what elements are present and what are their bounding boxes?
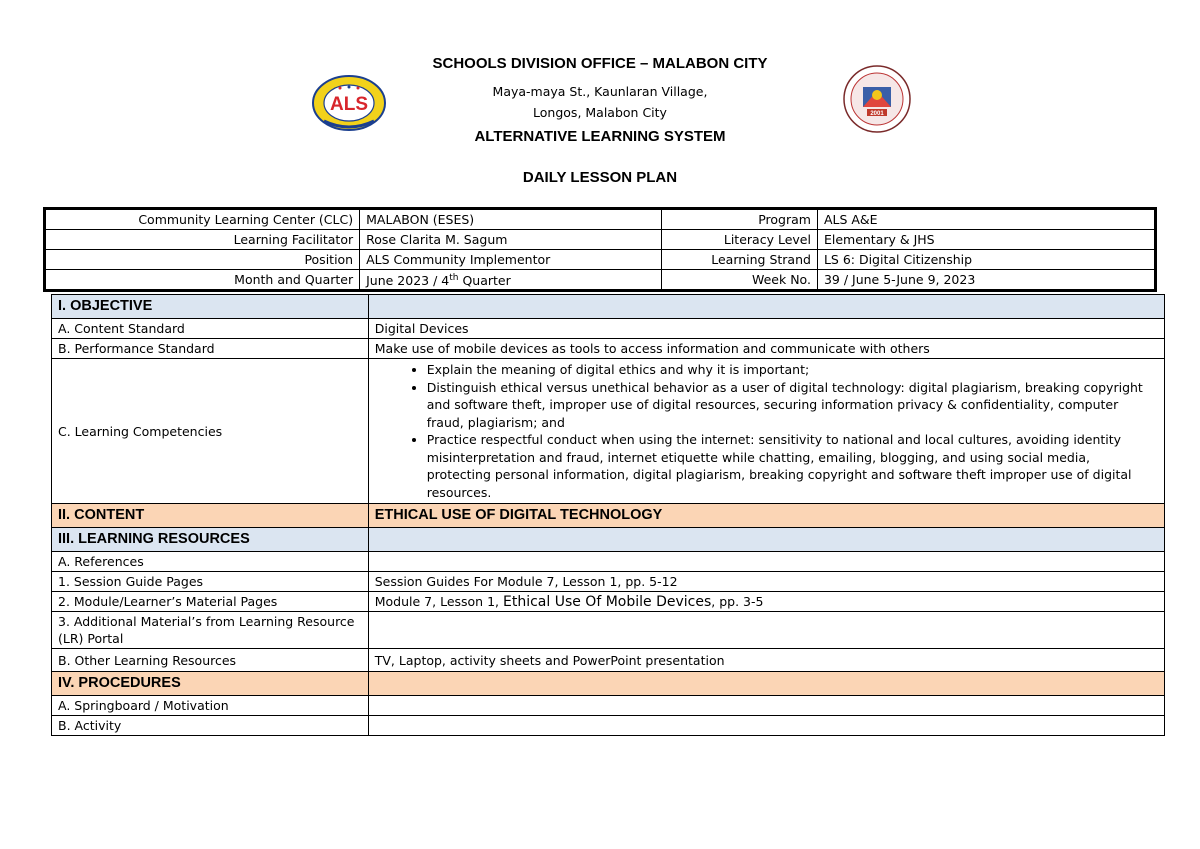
info-row <box>45 230 1156 250</box>
list-item: • Practice respectful conduct when using the internet: sensitivity to national and local cultures, avoiding identity misinterpretation and fraud, internet etiquette while chatting, emailing, blogging, and using social media, protecting personal information, digital plagiarism, breaking copyright and software theft improper use of digital resources. <box>427 431 1158 501</box>
program-label: Program <box>662 209 818 230</box>
competencies-list-cell <box>368 359 1164 504</box>
office-title: SCHOOLS DIVISION OFFICE – MALABON CITY <box>432 55 768 72</box>
table-row <box>52 339 1165 359</box>
procedures-title: IV. PROCEDURES <box>52 672 369 696</box>
als-logo-text: ALS <box>330 94 368 115</box>
resources-title: III. LEARNING RESOURCES <box>52 528 369 552</box>
competencies-row <box>52 359 1165 504</box>
table-row <box>52 612 1165 649</box>
module-value-post: , pp. 3-5 <box>711 593 764 609</box>
literacy-value: Elementary & JHS <box>817 230 1155 250</box>
info-row <box>45 270 1156 291</box>
clc-value: MALABON (ESES) <box>360 209 662 230</box>
module-value-pre: Module 7, Lesson 1, <box>374 593 503 609</box>
table-row <box>52 592 1165 612</box>
strand-label: Learning Strand <box>662 250 818 270</box>
position-value: ALS Community Implementor <box>360 250 662 270</box>
table-row <box>52 649 1165 672</box>
clc-label: Community Learning Center (CLC) <box>45 209 360 230</box>
procedures-header-blank <box>368 672 1164 696</box>
program-value: ALS A&E <box>817 209 1155 230</box>
facilitator-value: Rose Clarita M. Sagum <box>360 230 662 250</box>
content-standard-value: Digital Devices <box>368 319 1164 339</box>
competencies-list <box>375 361 1158 501</box>
additional-material-value <box>368 612 1164 649</box>
month-value <box>360 270 662 291</box>
sdo-seal-icon <box>843 65 911 133</box>
month-value-sup: th <box>449 273 459 283</box>
resources-header-blank <box>368 528 1164 552</box>
list-item: • Distinguish ethical versus unethical behavior as a user of digital technology: digital plagiarism, breaking copyright and software theft, improper use of digital resources, securing information privacy & confidentiality, computer fraud, plagiarism; and <box>427 379 1158 432</box>
objective-header-row <box>52 295 1165 319</box>
module-label: 2. Module/Learner’s Material Pages <box>52 592 369 612</box>
document-title: DAILY LESSON PLAN <box>522 169 678 186</box>
address-line-1: Maya-maya St., Kaunlaran Village, <box>492 84 708 99</box>
objective-title: I. OBJECTIVE <box>52 295 369 319</box>
content-value: ETHICAL USE OF DIGITAL TECHNOLOGY <box>368 504 1164 528</box>
objective-header-blank <box>368 295 1164 319</box>
week-label: Week No. <box>662 270 818 291</box>
module-value <box>368 592 1164 612</box>
address-line-2: Longos, Malabon City <box>533 105 667 120</box>
activity-value <box>368 716 1164 736</box>
facilitator-label: Learning Facilitator <box>45 230 360 250</box>
list-item: • Explain the meaning of digital ethics and why it is important; <box>427 361 1158 379</box>
info-row <box>45 209 1156 230</box>
content-header-row <box>52 504 1165 528</box>
competencies-label: C. Learning Competencies <box>52 359 369 504</box>
strand-value: LS 6: Digital Citizenship <box>817 250 1155 270</box>
references-value <box>368 552 1164 572</box>
content-title: II. CONTENT <box>52 504 369 528</box>
springboard-value <box>368 696 1164 716</box>
month-label: Month and Quarter <box>45 270 360 291</box>
performance-standard-value: Make use of mobile devices as tools to access information and communicate with others <box>368 339 1164 359</box>
procedures-header-row <box>52 672 1165 696</box>
other-resources-label: B. Other Learning Resources <box>52 649 369 672</box>
activity-label: B. Activity <box>52 716 369 736</box>
performance-standard-label: B. Performance Standard <box>52 339 369 359</box>
table-row <box>52 572 1165 592</box>
references-label: A. References <box>52 552 369 572</box>
lesson-plan-table <box>51 294 1165 736</box>
seal-year: 2001 <box>870 111 884 117</box>
springboard-label: A. Springboard / Motivation <box>52 696 369 716</box>
position-label: Position <box>45 250 360 270</box>
month-value-quarter: Quarter <box>458 273 511 289</box>
session-guide-value: Session Guides For Module 7, Lesson 1, pp. 5-12 <box>368 572 1164 592</box>
resources-header-row <box>52 528 1165 552</box>
table-row <box>52 696 1165 716</box>
lesson-info-table <box>43 207 1157 292</box>
literacy-label: Literacy Level <box>662 230 818 250</box>
table-row <box>52 319 1165 339</box>
table-row <box>52 716 1165 736</box>
info-row <box>45 250 1156 270</box>
additional-material-label: 3. Additional Material’s from Learning Resource (LR) Portal <box>52 612 369 649</box>
table-row <box>52 552 1165 572</box>
week-value: 39 / June 5-June 9, 2023 <box>817 270 1155 291</box>
content-standard-label: A. Content Standard <box>52 319 369 339</box>
other-resources-value: TV, Laptop, activity sheets and PowerPoint presentation <box>368 649 1164 672</box>
module-value-title: Ethical Use Of Mobile Devices <box>502 593 712 610</box>
system-title: ALTERNATIVE LEARNING SYSTEM <box>474 128 726 145</box>
session-guide-label: 1. Session Guide Pages <box>52 572 369 592</box>
als-logo-icon <box>312 75 386 131</box>
month-value-main: June 2023 / 4 <box>366 273 450 289</box>
